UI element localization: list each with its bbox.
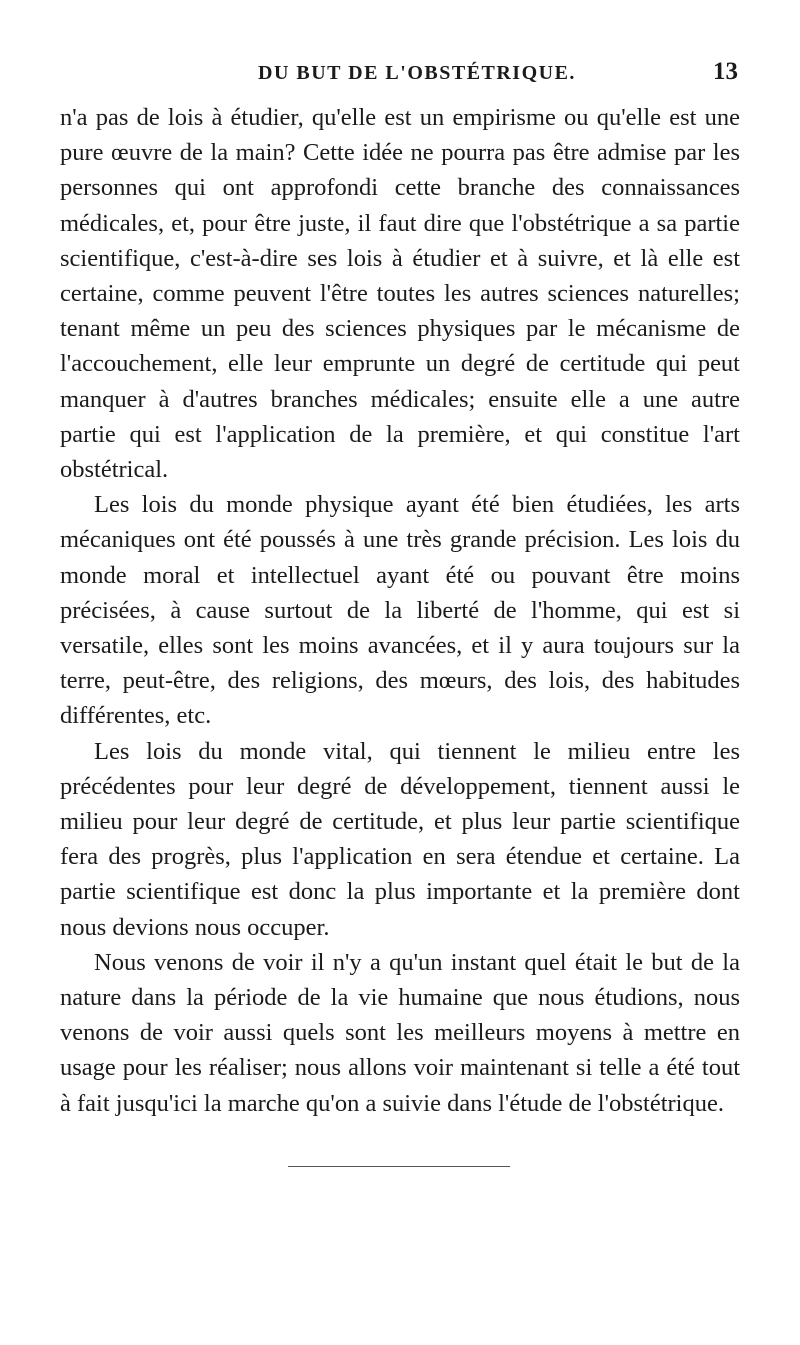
running-header	[60, 58, 740, 92]
paragraph-3: Les lois du monde vital, qui tiennent le milieu entre les précédentes pour leur degré de développement, tiennent aussi le milieu pour leur degré de certitude, et plus leur partie scientifique fera des progrès, plus l'application en sera étendue et certaine. La partie scientifique est donc la plus importante et la première dont nous devions nous occuper.	[60, 737, 740, 941]
running-title: DU BUT DE L'OBSTÉTRIQUE.	[258, 62, 576, 84]
page-number: 13	[713, 58, 738, 85]
paragraph-4: Nous venons de voir il n'y a qu'un instant quel était le but de la nature dans la période de la vie humaine que nous étudions, nous venons de voir aussi quels sont les meilleurs moyens à mettre en usage pour les réaliser; nous allons voir maintenant si telle a été tout à fait jusqu'ici la marche qu'on a suivie dans l'étude de l'obstétrique.	[60, 948, 740, 1117]
paragraph-1: n'a pas de lois à étudier, qu'elle est un empirisme ou qu'elle est une pure œuvre de la main? Cette idée ne pourra pas être admise par les personnes qui ont approfondi cette branche des connaissances médicales, et, pour être juste, il faut dire que l'obstétrique a sa partie scientifique, c'est-à-dire ses lois à étudier et à suivre, et là elle est certaine, comme peuvent l'être toutes les autres sciences naturelles; tenant même un peu des sciences physiques par le mécanisme de l'accouchement, elle leur emprunte un degré de certitude qui peut manquer à d'autres branches médicales; ensuite elle a une autre partie qui est l'application de la première, et qui constitue l'art obstétrical.	[60, 104, 740, 484]
paragraph-2: Les lois du monde physique ayant été bien étudiées, les arts mécaniques ont été poussés à une très grande précision. Les lois du monde moral et intellectuel ayant été ou pouvant être moins précisées, à cause surtout de la liberté de l'homme, qui est si versatile, elles sont les moins avancées, et il y aura toujours sur la terre, peut-être, des religions, des mœurs, des lois, des habitudes différentes, etc.	[60, 491, 740, 730]
body-text	[60, 100, 740, 1121]
section-end-rule	[288, 1166, 510, 1167]
